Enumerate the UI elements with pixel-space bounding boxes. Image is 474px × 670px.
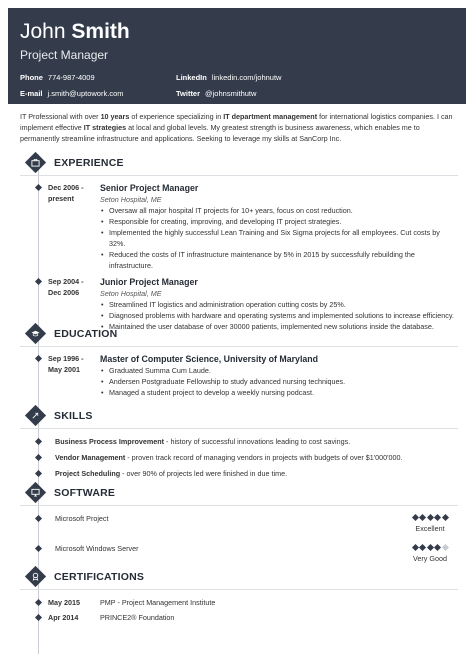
list-item: • Responsible for creating, improving, and developing IT project strategies. <box>100 216 458 227</box>
job-dates: Sep 2004 - Dec 2006 <box>48 277 84 297</box>
resume-header <box>8 8 466 104</box>
section-title-skills: SKILLS <box>54 410 93 422</box>
certification-item <box>20 612 458 623</box>
list-item: • Maintained the user database of over 30000 patients, implemented new solutions inside the database. <box>100 321 458 332</box>
list-item: • Implemented the highly successful Lean Training and Six Sigma projects for all employees. Cut costs by 32%. <box>100 227 458 249</box>
timeline-dot <box>35 278 42 285</box>
certification-name: PMP - Project Management Institute <box>100 598 216 607</box>
software-item <box>20 543 458 569</box>
skill-name: Vendor Management <box>55 453 126 462</box>
software-name: Microsoft Windows Server <box>55 544 139 553</box>
list-item: • Diagnosed problems with hardware and operating systems and implemented solutions to increase efficiency. <box>100 310 458 321</box>
rating-filled-icon <box>441 514 448 521</box>
education-dates: Sep 1996 - May 2001 <box>48 354 84 374</box>
timeline-dot <box>35 470 42 477</box>
twitter-link[interactable]: @johnsmithutw <box>205 88 257 98</box>
rating-filled-icon <box>411 544 418 551</box>
email-link[interactable]: j.smith@uptowork.com <box>47 88 124 98</box>
skills-section <box>20 406 458 479</box>
rating-filled-icon <box>426 514 433 521</box>
timeline-dot <box>35 545 42 552</box>
degree-title: Master of Computer Science, University of Maryland <box>100 354 319 364</box>
education-entry <box>20 353 458 398</box>
skill-name: Project Scheduling <box>55 469 121 478</box>
education-section <box>20 324 458 398</box>
certification-name: PRINCE2® Foundation <box>100 613 175 622</box>
timeline-dot <box>35 454 42 461</box>
list-item: • Reduced the costs of IT infrastructure maintenance by 5% in 2015 by successfully rebuilding the infrastructure. <box>100 249 458 271</box>
linkedin-link[interactable]: linkedin.com/johnutw <box>211 72 282 82</box>
list-item: • Graduated Summa Cum Laude. <box>100 365 458 376</box>
rating-filled-icon <box>419 514 426 521</box>
rating-filled-icon <box>434 544 441 551</box>
section-title-certifications: CERTIFICATIONS <box>54 571 145 583</box>
rating-label: Very Good <box>413 554 447 563</box>
software-section <box>20 483 458 569</box>
rating-filled-icon <box>411 514 418 521</box>
job-role: Project Manager <box>20 48 109 62</box>
list-item: • Streamlined IT logistics and administration operation cutting costs by 25%. <box>100 299 458 310</box>
monitor-icon <box>31 488 40 497</box>
list-item: • Managed a student project to develop a weekly nursing podcast. <box>100 387 458 398</box>
award-icon <box>31 572 40 581</box>
job-place: Seton Hospital, ME <box>100 289 162 298</box>
skill-item: Project Scheduling - over 90% of projects led were finished in due time. <box>20 468 458 479</box>
timeline-dot <box>35 515 42 522</box>
briefcase-icon <box>31 158 40 167</box>
tools-icon <box>31 411 40 420</box>
resume-page <box>8 8 466 662</box>
certifications-section <box>20 567 458 623</box>
profile-summary: IT Professional with over 10 years of experience specializing in IT department management for international logistics companies. I can implement effective IT strategies at local and global levels. My greatest strength is business awareness, which enables me to permanently streamline infrastructure and applications. Seeking to leverage my skills at SanCorp Inc. <box>20 112 453 143</box>
section-title-education: EDUCATION <box>54 328 118 340</box>
job-place: Seton Hospital, ME <box>100 195 162 204</box>
timeline-dot <box>35 614 42 621</box>
graduation-cap-icon <box>31 329 40 338</box>
timeline-dot <box>35 184 42 191</box>
phone-value: 774-987-4009 <box>47 72 95 82</box>
section-title-experience: EXPERIENCE <box>54 157 124 169</box>
list-item: • Oversaw all major hospital IT projects for 10+ years, focus on cost reduction. <box>100 205 458 216</box>
twitter-label: Twitter <box>176 88 201 98</box>
linkedin-label: LinkedIn <box>176 72 207 82</box>
skill-name: Business Process Improvement <box>55 437 165 446</box>
rating-stars <box>406 513 454 522</box>
timeline-dot <box>35 599 42 606</box>
email-label: E-mail <box>20 88 43 98</box>
job-dates: Dec 2006 - present <box>48 183 84 203</box>
job-entry <box>20 182 458 271</box>
skill-item: Business Process Improvement - history of successful innovations leading to cost savings. <box>20 436 458 447</box>
rating-filled-icon <box>419 544 426 551</box>
certification-date: May 2015 <box>48 598 80 607</box>
timeline-dot <box>35 438 42 445</box>
software-name: Microsoft Project <box>55 514 109 523</box>
full-name: John Smith <box>20 20 130 43</box>
rating <box>406 513 454 534</box>
certification-item <box>20 597 458 608</box>
contact-info <box>20 69 450 101</box>
software-item <box>20 513 458 539</box>
experience-section <box>20 153 458 332</box>
certification-date: Apr 2014 <box>48 613 79 622</box>
rating-label: Excellent <box>415 524 445 533</box>
list-item: • Andersen Postgraduate Fellowship to study advanced nursing techniques. <box>100 376 458 387</box>
job-title: Senior Project Manager <box>100 183 199 193</box>
rating-empty-icon <box>441 544 448 551</box>
skill-item: Vendor Management - proven track record of managing vendors in projects with budgets of over $1'000'000. <box>20 452 458 463</box>
job-title: Junior Project Manager <box>100 277 198 287</box>
phone-label: Phone <box>20 72 43 82</box>
rating <box>406 543 454 564</box>
rating-filled-icon <box>434 514 441 521</box>
rating-filled-icon <box>426 544 433 551</box>
timeline-dot <box>35 355 42 362</box>
rating-stars <box>406 543 454 552</box>
section-title-software: SOFTWARE <box>54 487 116 499</box>
